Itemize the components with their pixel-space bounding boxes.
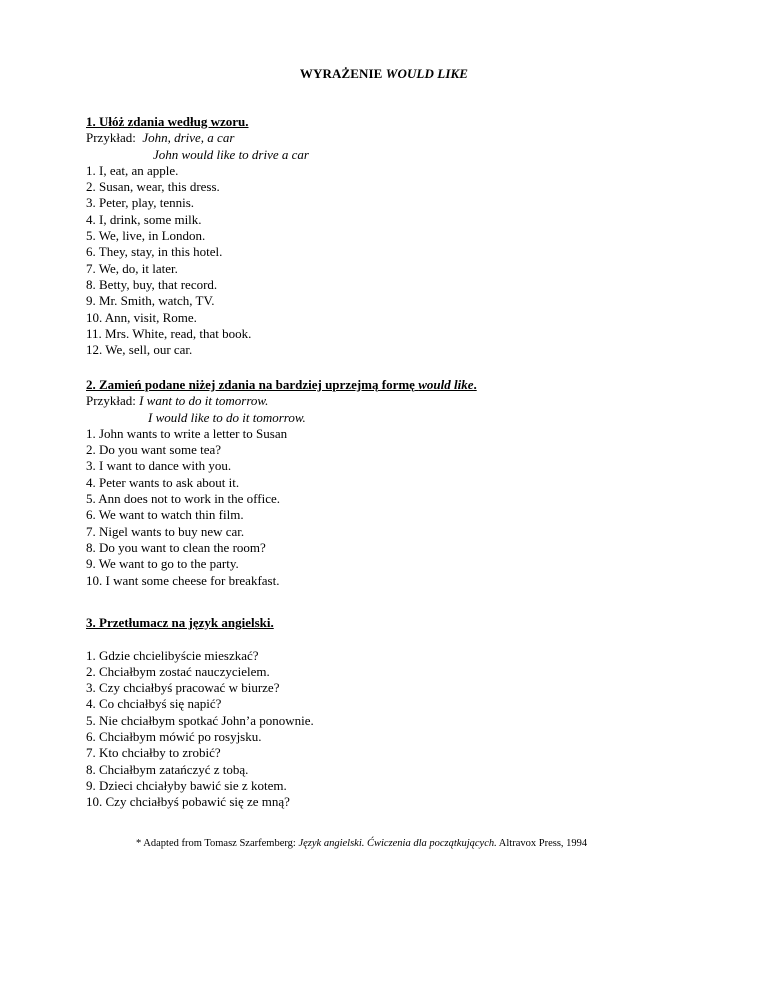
- example-line-2: John would like to drive a car: [153, 146, 309, 162]
- list-item: 7. We, do, it later.: [86, 260, 178, 276]
- list-item: 9. Dzieci chciałyby bawić sie z kotem.: [86, 777, 287, 793]
- exercise-1-heading: 1. Ułóż zdania według wzoru.: [86, 114, 249, 129]
- list-item: 6. Chciałbym mówić po rosyjsku.: [86, 729, 262, 745]
- title-prefix: WYRAŻENIE: [299, 66, 386, 81]
- exercise-1: [86, 114, 309, 358]
- list-item: 9. We want to go to the party.: [86, 556, 239, 572]
- example-label: Przykład:: [86, 393, 140, 409]
- list-item: 3. I want to dance with you.: [86, 458, 232, 474]
- list-item: 4. Peter wants to ask about it.: [86, 474, 240, 490]
- list-item: 1. I, eat, an apple.: [86, 162, 179, 178]
- list-item: 2. Chciałbym zostać nauczycielem.: [86, 663, 270, 679]
- list-item: 10. I want some cheese for breakfast.: [86, 572, 280, 588]
- list-item: 5. Nie chciałbym spotkać John’a ponownie.: [86, 712, 314, 728]
- spacer: [86, 631, 314, 647]
- heading-italic: would like: [418, 377, 474, 392]
- heading-suffix: .: [473, 377, 477, 392]
- example-label: Przykład:: [86, 130, 143, 146]
- list-item: 11. Mrs. White, read, that book.: [86, 325, 252, 341]
- list-item: 1. John wants to write a letter to Susan: [86, 425, 288, 441]
- list-item: 6. We want to watch thin film.: [86, 507, 244, 523]
- list-item: 8. Betty, buy, that record.: [86, 276, 218, 292]
- list-item: 5. We, live, in London.: [86, 228, 206, 244]
- list-item: 2. Susan, wear, this dress.: [86, 179, 220, 195]
- list-item: 10. Ann, visit, Rome.: [86, 309, 197, 325]
- list-item: 9. Mr. Smith, watch, TV.: [86, 293, 215, 309]
- exercise-3: [86, 615, 314, 811]
- list-item: 7. Kto chciałby to zrobić?: [86, 745, 221, 761]
- list-item: 8. Chciałbym zatańczyć z tobą.: [86, 761, 249, 777]
- exercise-2: [86, 377, 477, 589]
- list-item: 4. Co chciałbyś się napić?: [86, 696, 222, 712]
- list-item: 8. Do you want to clean the room?: [86, 539, 266, 555]
- exercise-3-heading: 3. Przetłumacz na język angielski.: [86, 615, 274, 630]
- footnote-prefix: * Adapted from Tomasz Szarfemberg:: [136, 838, 299, 849]
- list-item: 3. Czy chciałbyś pracować w biurze?: [86, 680, 280, 696]
- list-item: 4. I, drink, some milk.: [86, 211, 202, 227]
- exercise-2-heading: [86, 377, 477, 393]
- footnote-italic: Język angielski. Ćwiczenia dla początkujących.: [298, 838, 497, 849]
- heading-prefix: 2. Zamień podane niżej zdania na bardziej uprzejmą formę: [86, 377, 419, 392]
- page-title: [0, 66, 768, 82]
- exercise-2-example: [86, 393, 477, 409]
- footnote: [136, 838, 587, 849]
- list-item: 2. Do you want some tea?: [86, 442, 222, 458]
- list-item: 6. They, stay, in this hotel.: [86, 244, 223, 260]
- exercise-1-example: [86, 130, 309, 146]
- list-item: 5. Ann does not to work in the office.: [86, 491, 281, 507]
- example-line-1: I want to do it tomorrow.: [139, 393, 269, 409]
- example-line-1: John, drive, a car: [142, 130, 235, 146]
- list-item: 3. Peter, play, tennis.: [86, 195, 195, 211]
- footnote-suffix: Altravox Press, 1994: [496, 838, 588, 849]
- example-line-2: I would like to do it tomorrow.: [148, 409, 306, 425]
- list-item: 12. We, sell, our car.: [86, 342, 193, 358]
- list-item: 10. Czy chciałbyś pobawić się ze mną?: [86, 794, 290, 810]
- list-item: 1. Gdzie chcielibyście mieszkać?: [86, 647, 259, 663]
- title-italic: WOULD LIKE: [385, 66, 469, 81]
- list-item: 7. Nigel wants to buy new car.: [86, 523, 245, 539]
